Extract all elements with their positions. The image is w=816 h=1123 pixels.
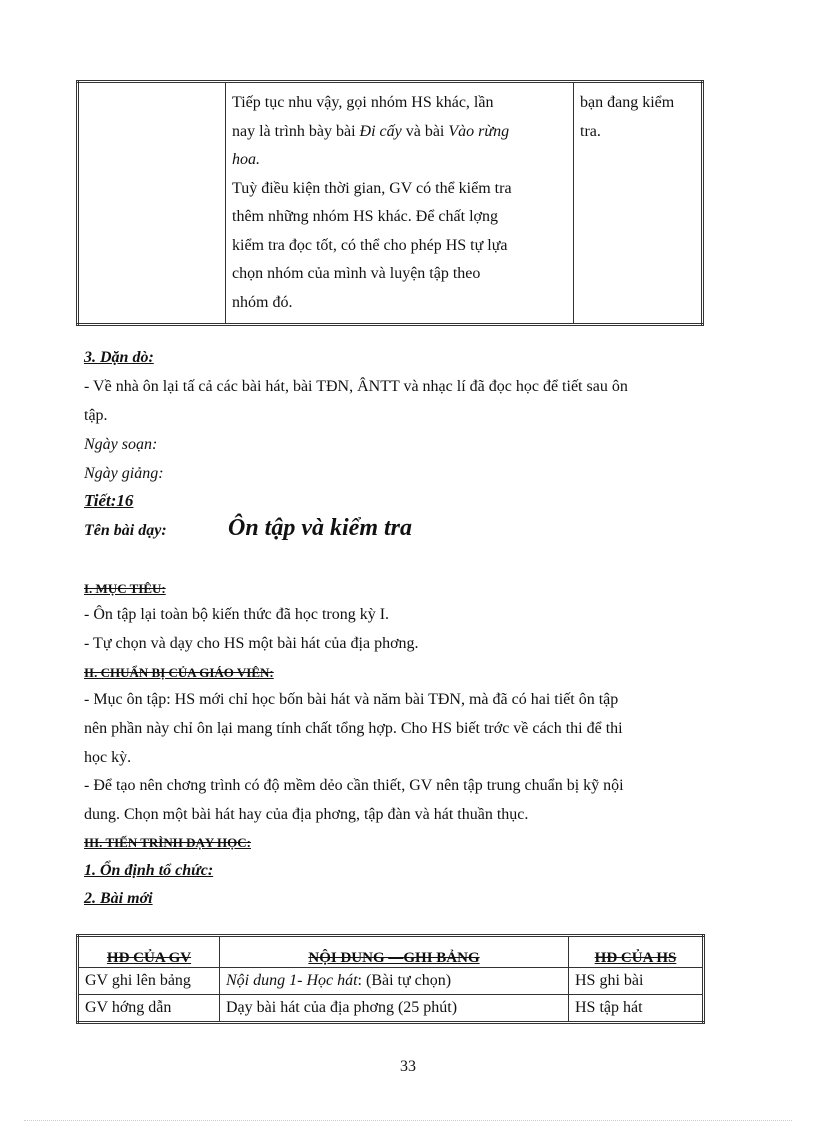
dan-do-line-2: tập. bbox=[84, 407, 108, 424]
table1-line: Tuỳ điều kiện thời gian, GV có thể kiểm tra bbox=[232, 179, 512, 197]
table1-col3 bbox=[574, 82, 703, 325]
lesson-title: Ôn tập và kiểm tra bbox=[228, 515, 412, 541]
muc-tieu-heading: I. MỤC TIÊU: bbox=[84, 581, 166, 596]
gv-cell: GV ghi lên bảng bbox=[78, 968, 220, 995]
chuan-bi-line: học kỳ. bbox=[84, 749, 132, 766]
table1-line: thêm những nhóm HS khác. Để chất lợng bbox=[232, 208, 498, 225]
table1-hs-line: tra. bbox=[580, 122, 601, 140]
chuan-bi-paragraph-2 bbox=[84, 771, 734, 829]
hs-cell: HS ghi bài bbox=[569, 968, 704, 995]
gv-cell: GV hớng dẫn bbox=[78, 995, 220, 1023]
page-number: 33 bbox=[400, 1058, 416, 1075]
table1-line: Tiếp tục nhu vậy, gọi nhóm HS khác, lần bbox=[232, 94, 494, 111]
table1-line: kiểm tra đọc tốt, có thể cho phép HS tự lựa bbox=[232, 236, 508, 254]
chuan-bi-paragraph-1 bbox=[84, 685, 734, 772]
table1-hs-line: bạn đang kiểm bbox=[580, 94, 675, 111]
table1-line: nay là trình bày bài Đi cấy và bài Vào rừng bbox=[232, 122, 510, 140]
table1-col2 bbox=[226, 82, 574, 325]
continued-lesson-table bbox=[76, 80, 704, 326]
chuan-bi-line: nên phần này chỉ ôn lại mang tính chất tổng hợp. Cho HS biết trớc về cách thi để thi bbox=[84, 720, 623, 737]
muc-tieu-item: - Ôn tập lại toàn bộ kiến thức đã học trong kỳ I. bbox=[84, 606, 390, 623]
dan-do-line: - Về nhà ôn lại tấ cả các bài hát, bài TĐN, ÂNTT và nhạc lí đã đọc học để tiết sau ôn bbox=[84, 378, 628, 395]
page-bottom-divider bbox=[24, 1120, 792, 1121]
chuan-bi-heading: II. CHUẨN BỊ CỦA GIÁO VIÊN: bbox=[84, 665, 274, 680]
table1-line: hoa. bbox=[232, 151, 260, 168]
header-gv: HĐ CỦA GV bbox=[78, 936, 220, 968]
chuan-bi-line: - Mục ôn tập: HS mới chỉ học bốn bài hát và năm bài TĐN, mà đã có hai tiết ôn tập bbox=[84, 691, 619, 708]
header-hs: HĐ CỦA HS bbox=[569, 936, 704, 968]
ten-bai-label: Tên bài dạy: bbox=[84, 522, 167, 539]
table1-line: chọn nhóm của mình và luyện tập theo bbox=[232, 265, 481, 282]
muc-tieu-item: - Tự chọn và dạy cho HS một bài hát của địa phơng. bbox=[84, 635, 419, 652]
table1-line: nhóm đó. bbox=[232, 293, 293, 311]
header-noi-dung: NỘI DUNG —GHI BẢNG bbox=[220, 936, 569, 968]
activity-table bbox=[76, 934, 705, 1024]
ngay-giang: Ngày giảng: bbox=[84, 465, 164, 482]
bai-moi-heading: 2. Bài mới bbox=[84, 890, 153, 907]
chuan-bi-line: dung. Chọn một bài hát hay của địa phơng, tập đàn và hát thuần thục. bbox=[84, 806, 529, 823]
ngay-soan: Ngày soạn: bbox=[84, 436, 158, 453]
tiet-number: Tiết:16 bbox=[84, 491, 134, 510]
table1-col1 bbox=[78, 82, 226, 325]
table-row bbox=[78, 995, 704, 1023]
on-dinh-heading: 1. Ổn định tổ chức: bbox=[84, 862, 214, 879]
hs-cell: HS tập hát bbox=[569, 995, 704, 1023]
tien-trinh-heading: III. TIẾN TRÌNH DẠY HỌC: bbox=[84, 835, 251, 850]
dan-do-heading: 3. Dặn dò: bbox=[84, 349, 154, 366]
table-row bbox=[78, 968, 704, 995]
noi-dung-cell: Dạy bài hát của địa phơng (25 phút) bbox=[220, 995, 569, 1023]
noi-dung-cell: Nội dung 1- Học hát: (Bài tự chọn) bbox=[220, 968, 569, 995]
chuan-bi-line: - Để tạo nên chơng trình có độ mềm dẻo cần thiết, GV nên tập trung chuẩn bị kỹ nội bbox=[84, 777, 624, 794]
